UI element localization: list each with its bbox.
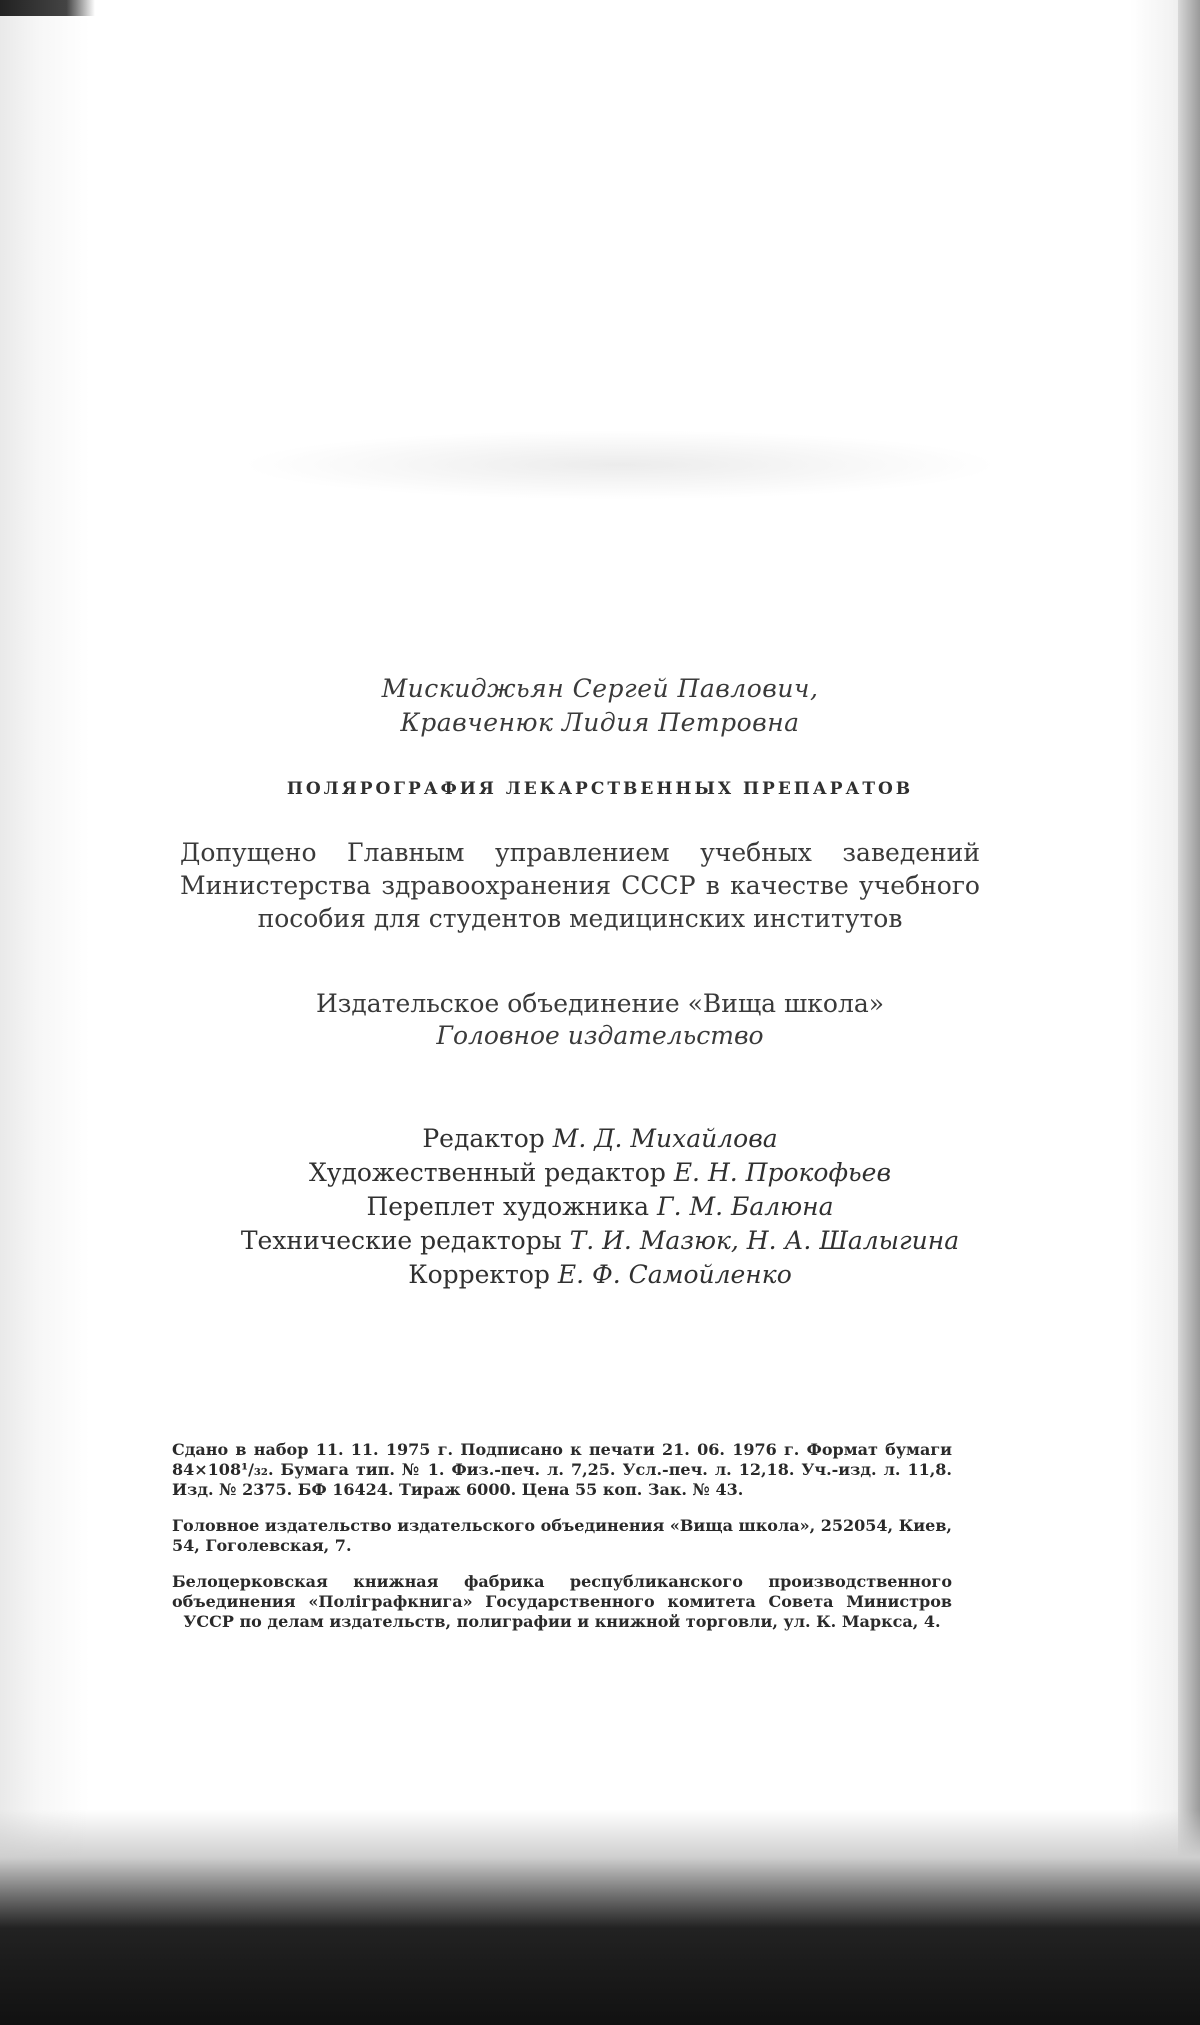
credit-role: Переплет художника: [366, 1192, 650, 1221]
credit-name: Т. И. Мазюк, Н. А. Шалыгина: [569, 1226, 960, 1255]
scan-bottom-shadow: [0, 1810, 1200, 2025]
imprint-print-data: Сдано в набор 11. 11. 1975 г. Подписано к печати 21. 06. 1976 г. Формат бумаги 84×108¹/₃₂. Бумага тип. № 1. Физ.-печ. л. 7,25. Усл.-печ. л. 12,18. Уч.-изд. л. 11,8. Изд. № 2375. БФ 16424. Тираж 6000. Цена 55 коп. Зак. № 43.: [172, 1440, 952, 1499]
author-line: Кравченюк Лидия Петровна: [400, 708, 800, 737]
credits-block: [0, 1122, 1200, 1292]
imprint-publisher-address: Головное издательство издательского объединения «Вища школа», 252054, Киев, 54, Гоголевская, 7.: [172, 1516, 952, 1555]
credit-name: М. Д. Михайлова: [552, 1124, 778, 1153]
credit-role: Художественный редактор: [308, 1158, 666, 1187]
credit-name: Г. М. Балюна: [657, 1192, 834, 1221]
publisher-block: [0, 988, 1200, 1052]
credit-role: Редактор: [422, 1124, 545, 1153]
credit-line: [0, 1190, 1200, 1224]
scan-corner-artifact: [0, 0, 95, 16]
imprint-printer: Белоцерковская книжная фабрика республиканского производственного объединения «Поліграфкнига» Государственного комитета Совета Министров УССР по делам издательств, полиграфии и книжной торговли, ул. К. Маркса, 4.: [172, 1572, 952, 1631]
credit-line: [0, 1156, 1200, 1190]
credit-name: Е. Ф. Самойленко: [557, 1260, 792, 1289]
imprint-block: [172, 1440, 952, 1648]
publisher-sub: Головное издательство: [436, 1021, 764, 1050]
scan-right-edge: [1178, 0, 1200, 1890]
credit-line: [0, 1224, 1200, 1258]
publisher-name: Издательское объединение «Вища школа»: [315, 989, 885, 1018]
show-through-ghost: [240, 430, 1000, 500]
authors-block: [0, 672, 1200, 740]
book-title: ПОЛЯРОГРАФИЯ ЛЕКАРСТВЕННЫХ ПРЕПАРАТОВ: [286, 779, 914, 799]
credit-line: [0, 1122, 1200, 1156]
credit-role: Технические редакторы: [240, 1226, 562, 1255]
credit-name: Е. Н. Прокофьев: [673, 1158, 892, 1187]
author-line: Мискиджьян Сергей Павлович,: [381, 674, 819, 703]
credit-role: Корректор: [408, 1260, 550, 1289]
credit-line: [0, 1258, 1200, 1292]
approval-statement: Допущено Главным управлением учебных заведений Министерства здравоохранения СССР в качестве учебного пособия для студентов медицинских институтов: [180, 838, 980, 933]
